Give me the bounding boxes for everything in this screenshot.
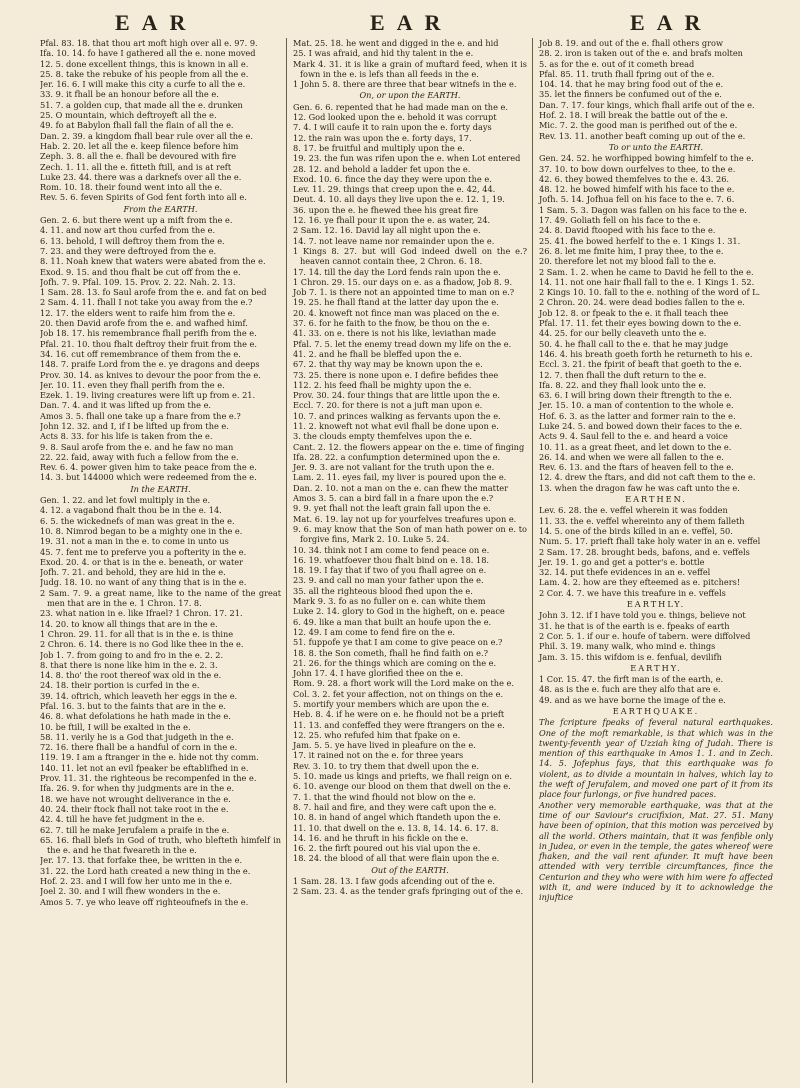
section-heading: To or unto the EARTH. — [608, 141, 704, 152]
concordance-entry: Col. 3. 2. fet your affection, not on things on the e. — [293, 688, 504, 699]
concordance-entry: 19. 23. the fun was rifen upon the e. when Lot entered — [293, 153, 521, 164]
concordance-entry: 14. 16. and he thruft in his fickle on the e. — [293, 832, 469, 843]
concordance-entry: 73. 25. there is none upon e. I defire befides thee — [293, 369, 499, 380]
concordance-entry: 2 Sam. 23. 4. as the tender grafs fpringing out of the e. — [293, 886, 524, 897]
concordance-entry: 6. 5. the wickednefs of man was great in the e. — [40, 515, 235, 526]
concordance-entry: 4. 11. and now art thou curfed from the e. — [40, 225, 216, 236]
concordance-entry: 9. 9. yet fhall not the leaft grain fall upon the e. — [293, 503, 491, 514]
concordance-entry: Lev. 6. 28. the e. veffel wherein it was fodden — [539, 505, 728, 516]
concordance-entry: 63. 6. I will bring down their ftrength to the e. — [539, 390, 732, 401]
concordance-entry: 51. fuppofe ye that I am come to give peace on e.? — [293, 637, 503, 648]
concordance-entry: 28. 12. and behold a ladder fet upon the e. — [293, 163, 471, 174]
concordance-entry: Dan. 2. 39. a kingdom fhall bear rule over all the e. — [40, 130, 253, 141]
concordance-entry: 50. 4. he fhall call to the e. that he may judge — [539, 338, 729, 349]
concordance-entry: Ifa. 26. 9. for when thy judgments are in the e. — [40, 783, 235, 794]
concordance-entry: 24. 18. their portion is curfed in the e. — [40, 680, 200, 691]
concordance-entry: 17. 49. Goliath fell on his face to the e. — [539, 215, 701, 226]
concordance-entry: 10. 34. think not I am come to fend peace on e. — [293, 544, 490, 555]
concordance-entry: Rev. 13. 11. another beaft coming up out of the e. — [539, 130, 746, 141]
concordance-entry: 2 Kings 10. 10. fall to the e. nothing of the word of L. — [539, 287, 761, 298]
concordance-entry: 12. 17. the elders went to raife him from the e. — [40, 307, 236, 318]
section-heading: Out of the EARTH. — [371, 864, 449, 875]
concordance-entry: Mat. 6. 19. lay not up for yourfelves treafures upon e. — [293, 513, 517, 524]
concordance-entry: Jam. 5. 5. ye have lived in pleafure on the e. — [293, 740, 476, 751]
concordance-entry: 48. 12. he bowed himfelf with his face to the e. — [539, 184, 735, 195]
concordance-entry: John 12. 32. and I, if I be lifted up from the e. — [40, 420, 229, 431]
concordance-entry: Dan. 2. 10. not a man on the e. can fhew the matter — [293, 482, 509, 493]
concordance-entry: 25. O mountain, which deftroyeft all the e. — [40, 110, 217, 121]
concordance-entry: Amos 3. 5. fhall one take up a fnare from the e.? — [40, 410, 241, 421]
concordance-entry: 1 Sam. 28. 13. I faw gods afcending out of the e. — [293, 876, 495, 887]
concordance-entry: 18. 19. I fay that if two of you fhall agree on e. — [293, 565, 487, 576]
concordance-entry: Heb. 8. 4. if he were on e. he fhould not be a prieft — [293, 709, 505, 720]
concordance-entry: 20. 4. knoweft not fince man was placed on the e. — [293, 307, 500, 318]
concordance-entry: Dan. 7. 17. four kings, which fhall arife out of the e. — [539, 99, 755, 110]
concordance-entry: 31. 22. the Lord hath created a new thing in the e. — [40, 865, 251, 876]
concordance-entry: Eccl. 7. 20. for there is not a juft man upon e. — [293, 400, 483, 411]
concordance-entry: Job 1. 7. from going to and fro in the e. 2. 2. — [40, 649, 224, 660]
concordance-entry: 140. 11. let not an evil fpeaker be eftablifhed in e. — [40, 762, 249, 773]
concordance-entry: 35. all the righteous blood fhed upon the e. — [293, 585, 473, 596]
concordance-entry: 5. mortify your members which are upon the e. — [293, 699, 490, 709]
concordance-entry: 11. 13. and confeffed they were ftrangers on the e. — [293, 719, 505, 730]
section-heading: EARTHQUAKE. — [612, 706, 700, 716]
concordance-entry: Luke 2. 14. glory to God in the higheft, on e. peace — [293, 606, 505, 617]
concordance-entry: 13. when the dragon faw he was caft unto the e. — [539, 482, 740, 493]
concordance-entry: 32. 14. put thefe evidences in an e. veffel — [539, 567, 711, 578]
concordance-entry: Acts 9. 4. Saul fell to the e. and heard a voice — [539, 431, 728, 442]
concordance-entry: 65. 16. fhall blefs in God of truth, who blefteth himfelf in the e. and he that fweareth in the e. — [40, 834, 281, 856]
concordance-entry: 4. 12. a vagabond fhalt thou be in the e. 14. — [40, 505, 222, 516]
column-left — [40, 38, 286, 1083]
concordance-entry: Jer. 19. 1. go and get a potter's e. bottle — [539, 556, 705, 567]
concordance-entry: 16. 19. whatfoever thou fhalt bind on e. 18. 18. — [293, 554, 490, 565]
section-heading: EARTHY. — [630, 662, 682, 673]
concordance-entry: 6. 13. behold, I will deftroy them from the e. — [40, 235, 225, 246]
section-heading: EARTHLY. — [626, 599, 686, 610]
concordance-entry: 31. he that is of the earth is e. fpeaks of earth — [539, 620, 730, 631]
concordance-entry: 9. 6. may know that the Son of man hath power on e. to forgive fins, Mark 2. 10. Luke 5. 24. — [293, 523, 527, 545]
concordance-entry: Lam. 4. 2. how are they efteemed as e. pitchers! — [539, 577, 741, 588]
concordance-entry: 10. 11. as a great fheet, and let down to the e. — [539, 441, 732, 452]
concordance-entry: Zech. 1. 11. all the e. fitteth ftill, and is at reft — [40, 161, 232, 172]
concordance-entry: Luke 24. 5. and bowed down their faces to the e. — [539, 420, 743, 431]
concordance-entry: 19. 25. he fhall ftand at the latter day upon the e. — [293, 297, 499, 308]
concordance-entry: 19. 31. not a man in the e. to come in unto us — [40, 536, 229, 547]
concordance-entry: 42. 4. till he have fet judgment in the e. — [40, 814, 205, 825]
concordance-entry: 7. 23. and they were deftroyed from the e. — [40, 245, 217, 256]
concordance-entry: Ifa. 28. 22. a confumption determined upon the e. — [293, 451, 501, 462]
concordance-entry: 45. 7. fent me to preferve you a pofterity in the e. — [40, 546, 247, 557]
concordance-entry: Rev. 3. 10. to try them that dwell upon the e. — [293, 760, 479, 771]
concordance-entry: 14. 11. not one hair fhall fall to the e. 1 Kings 1. 52. — [539, 276, 755, 287]
concordance-entry: Pfal. 7. 5. let the enemy tread down my life on the e. — [293, 338, 512, 349]
concordance-entry: Gen. 1. 22. and let fowl multiply in the e. — [40, 495, 211, 506]
concordance-entry: 18. 8. the Son cometh, fhall he find faith on e.? — [293, 647, 489, 658]
concordance-entry: 35. let the finners be confumed out of the e. — [539, 89, 722, 100]
concordance-entry: 112. 2. his feed fhall be mighty upon the e. — [293, 379, 472, 390]
section-heading: From the EARTH. — [123, 203, 198, 214]
header-right-word: EAR — [630, 10, 713, 35]
concordance-entry: Mark 4. 31. it is like a grain of muftard feed, when it is fown in the e. is lefs than all feeds in the e. — [293, 58, 527, 79]
concordance-entry: 41. 33. on e. there is not his like, leviathan made — [293, 328, 496, 339]
concordance-entry: Deut. 4. 10. all days they live upon the e. 12. 1, 19. — [293, 194, 505, 205]
concordance-entry: Lev. 11. 29. things that creep upon the e. 42, 44. — [293, 184, 496, 195]
concordance-entry: 72. 16. there fhall be a handful of corn in the e. — [40, 742, 238, 753]
concordance-entry: Jofh. 7. 21. and behold, they are hid in the e. — [40, 567, 226, 578]
concordance-entry: Rev. 5. 6. feven Spirits of God fent forth into all e. — [40, 192, 247, 203]
concordance-entry: 33. 9. it fhall be an honour before all the e. — [40, 89, 219, 100]
concordance-entry: 6. 49. like a man that built an houfe upon the e. — [293, 616, 492, 627]
concordance-entry: Lam. 2. 11. eyes fail, my liver is poured upon the e. — [293, 472, 507, 483]
concordance-entry: 104. 14. that he may bring food out of the e. — [539, 79, 724, 90]
text-columns — [40, 38, 778, 1083]
concordance-entry: John 3. 12. if I have told you e. things, believe not — [539, 610, 746, 621]
concordance-entry: 10. 8. in hand of angel which ftandeth upon the e. — [293, 812, 501, 823]
concordance-entry: 23. 9. and call no man your father upon the e. — [293, 575, 484, 586]
concordance-entry: Ifa. 10. 14. fo have I gathered all the e. none moved — [40, 48, 256, 59]
concordance-entry: John 17. 4. I have glorified thee on the e. — [293, 668, 464, 679]
concordance-entry: 44. 25. for our belly cleaveth unto the e. — [539, 328, 707, 339]
concordance-entry: 26. 8. let me fmite him, I pray thee, to the e. — [539, 245, 724, 256]
concordance-entry: 2 Sam. 4. 11. fhall I not take you away from the e.? — [40, 297, 253, 308]
concordance-entry: Zeph. 3. 8. all the e. fhall be devoured with fire — [40, 151, 237, 162]
concordance-entry: 5. as for the e. out of it cometh bread — [539, 58, 695, 69]
concordance-entry: Job 12. 8. or fpeak to the e. it fhall teach thee — [539, 307, 729, 318]
running-header — [40, 8, 778, 38]
concordance-entry: Hab. 2. 20. let all the e. keep filence before him — [40, 140, 239, 151]
concordance-entry: Mat. 25. 18. he went and digged in the e. and hid — [293, 38, 499, 48]
concordance-entry: 14. 7. not leave name nor remainder upon the e. — [293, 235, 495, 246]
concordance-entry: Jofh. 7. 9. Pfal. 109. 15. Prov. 2. 22. Nah. 2. 13. — [40, 276, 236, 287]
concordance-entry: 21. 26. for the things which are coming on the e. — [293, 657, 497, 668]
concordance-entry: 18. we have not wrought deliverance in the e. — [40, 793, 231, 804]
concordance-entry: 7. 1. that the wind fhould not blow on the e. — [293, 791, 476, 802]
concordance-entry: 16. 2. the firft poured out his vial upon the e. — [293, 843, 481, 854]
concordance-entry: 12. the rain was upon the e. forty days, 17. — [293, 132, 472, 143]
concordance-entry: 41. 2. and he fhall be bleffed upon the e. — [293, 348, 462, 359]
concordance-entry: 49. fo at Babylon fhall fall the flain of all the e. — [40, 120, 234, 131]
concordance-entry: Rom. 9. 28. a fhort work will the Lord make on the e. — [293, 678, 514, 689]
concordance-entry: 146. 4. his breath goeth forth he returneth to his e. — [539, 348, 753, 359]
concordance-entry: Judg. 18. 10. no want of any thing that is in the e. — [40, 577, 247, 588]
concordance-entry: 46. 8. what defolations he hath made in the e. — [40, 711, 231, 722]
concordance-entry: Rev. 6. 13. and the ftars of heaven fell to the e. — [539, 462, 734, 473]
concordance-entry: 37. 6. for he faith to the fnow, be thou on the e. — [293, 318, 490, 329]
concordance-entry: 67. 2. that thy way may be known upon the e. — [293, 359, 483, 370]
concordance-entry: 8. that there is none like him in the e. 2. 3. — [40, 659, 218, 670]
concordance-entry: 25. I was afraid, and hid thy talent in the e. — [293, 48, 474, 59]
concordance-entry: 8. 7. hail and fire, and they were caft upon the e. — [293, 801, 497, 812]
concordance-entry: 1 Kings 8. 27. but will God indeed dwell on the e.? heaven cannot contain thee, 2 Chron. 6. 18. — [293, 245, 527, 267]
concordance-entry: 62. 7. till he make Jerufalem a praife in the e. — [40, 824, 230, 835]
concordance-entry: Jam. 3. 15. this wifdom is e. fenfual, devilifh — [539, 651, 722, 662]
concordance-entry: 11. 2. knoweft not what evil fhall be done upon e. — [293, 420, 499, 431]
concordance-entry: 20. then David arofe from the e. and wafhed himf. — [40, 318, 248, 329]
concordance-entry: Exod. 10. 6. fince the day they were upon the e. — [293, 173, 492, 184]
concordance-entry: Hof. 2. 23. and I will fow her unto me in the e. — [40, 876, 233, 887]
concordance-entry: 39. 14. oftrich, which leaveth her eggs in the e. — [40, 690, 238, 701]
concordance-entry: Cant. 2. 12. the flowers appear on the e. time of finging — [293, 441, 525, 452]
concordance-entry: 23. what nation in e. like Ifrael? 1 Chron. 17. 21. — [40, 608, 243, 619]
concordance-entry: Eccl. 3. 21. the fpirit of beaft that goeth to the e. — [539, 359, 742, 370]
concordance-entry: 2 Sam. 12. 16. David lay all night upon the e. — [293, 225, 481, 236]
concordance-entry: 12. 4. drew the ftars, and did not caft them to the e. — [539, 472, 756, 483]
concordance-entry: Amos 3. 5. can a bird fall in a fnare upon the e.? — [293, 493, 494, 504]
concordance-entry: 3. the clouds empty themfelves upon the e. — [293, 431, 472, 442]
concordance-entry: 37. 10. to bow down ourfelves to thee, to the e. — [539, 163, 736, 174]
concordance-entry: 17. 14. till the day the Lord fends rain upon the e. — [293, 266, 501, 277]
concordance-entry: 2 Cor. 4. 7. we have this treafure in e. veffels — [539, 587, 726, 598]
section-heading: EARTHEN. — [625, 494, 687, 505]
concordance-entry: 51. 7. a golden cup, that made all the e. drunken — [40, 99, 243, 110]
concordance-entry: 14. 5. one of the birds killed in an e. veffel, 50. — [539, 525, 733, 536]
concordance-entry: Pfal. 85. 11. truth fhall fpring out of the e. — [539, 68, 715, 79]
concordance-entry: 1 Cor. 15. 47. the firft man is of the earth, e. — [539, 674, 724, 685]
concordance-entry: 34. 16. cut off remembrance of them from the e. — [40, 348, 241, 359]
concordance-entry: 18. 24. the blood of all that were flain upon the e. — [293, 853, 500, 864]
concordance-entry: Ezek. 1. 19. living creatures were lift up from e. 21. — [40, 390, 256, 401]
concordance-entry: 2 Sam. 17. 28. brought beds, bafons, and e. veffels — [539, 546, 750, 557]
concordance-entry: Job 7. 1. is there not an appointed time to man on e.? — [293, 287, 515, 298]
concordance-entry: 8. 11. Noah knew that waters were abated from the e. — [40, 256, 266, 267]
concordance-entry: 11. 33. the e. veffel whereinto any of them falleth — [539, 515, 745, 526]
concordance-entry: 36. upon the e. he fhewed thee his great fire — [293, 204, 479, 215]
concordance-entry: Acts 8. 33. for his life is taken from the e. — [40, 431, 213, 442]
concordance-entry: 14. 8. tho' the root thereof wax old in the e. — [40, 670, 222, 681]
concordance-entry: 10. 8. Nimrod began to be a mighty one in the e. — [40, 525, 243, 536]
concordance-entry: 1 John 5. 8. there are three that bear witnefs in the e. — [293, 79, 517, 90]
concordance-entry: 12. 16. ye fhall pour it upon the e. as water, 24. — [293, 215, 491, 226]
concordance-entry: 5. 10. made us kings and priefts, we fhall reign on e. — [293, 771, 512, 782]
concordance-entry: 11. 10. that dwell on the e. 13. 8, 14. 14. 6. 17. 8. — [293, 822, 499, 833]
concordance-entry: Amos 5. 7. ye who leave off righteoufnefs in the e. — [40, 896, 249, 907]
concordance-entry: Exod. 20. 4. or that is in the e. beneath, or water — [40, 556, 244, 567]
concordance-entry: 1 Chron. 29. 11. for all that is in the e. is thine — [40, 628, 234, 639]
concordance-entry: 2 Chron. 20. 24. were dead bodies fallen to the e. — [539, 297, 745, 308]
concordance-entry: 49. and as we have borne the image of the e. — [539, 694, 726, 705]
concordance-entry: Phil. 3. 19. many walk, who mind e. things — [539, 641, 716, 652]
concordance-entry: 12. God looked upon the e. behold it was corrupt — [293, 112, 497, 123]
concordance-entry: 28. 2. iron is taken out of the e. and brafs molten — [539, 48, 743, 59]
concordance-entry: Pfal. 83. 18. that thou art moft high over all e. 97. 9. — [40, 38, 258, 48]
concordance-entry: 1 Sam. 28. 13. fo Saul arofe from the e. and fat on bed — [40, 287, 267, 298]
concordance-entry: Joel 2. 30. and I will fhew wonders in the e. — [40, 886, 221, 897]
concordance-entry: 58. 11. verily he is a God that judgeth in the e. — [40, 731, 234, 742]
concordance-entry: Pfal. 17. 11. fet their eyes bowing down to the e. — [539, 318, 742, 329]
concordance-entry: Jofh. 5. 14. Jofhua fell on his face to the e. 7. 6. — [539, 194, 735, 205]
concordance-entry: Prov. 30. 24. four things that are little upon the e. — [293, 390, 500, 401]
concordance-entry: 25. 41. fhe bowed herfelf to the e. 1 Kings 1. 31. — [539, 235, 741, 246]
concordance-entry: 2 Sam. 1. 2. when he came to David he fell to the e. — [539, 266, 754, 277]
concordance-entry: Luke 23. 44. there was a darknefs over all the e. — [40, 171, 242, 182]
concordance-entry: Jer. 15. 10. a man of contention to the whole e. — [539, 400, 734, 411]
concordance-entry: 1 Sam. 5. 3. Dagon was fallen on his face to the e. — [539, 204, 747, 215]
concordance-entry: The fcripture fpeaks of feveral natural earthquakes. One of the moft remarkable, is that which was in the twenty-feventh year of Uzziah king of Judah. There is mention of this earthquake in Amos 1. 1. and in Zech. 14. 5. Jofephus fays, that this earthquake was fo violent, as to divide a mountain in halves, which lay to the weft of Jerufalem, and moved one part of it from its place four furlongs, or five hundred paces. — [539, 717, 773, 800]
concordance-entry: 1 Chron. 29. 15. our days on e. as a fhadow, Job 8. 9. — [293, 276, 513, 287]
concordance-entry: 119. 19. I am a ftranger in the e. hide not thy comm. — [40, 752, 259, 763]
concordance-entry: 12. 49. I am come to fend fire on the e. — [293, 626, 455, 637]
concordance-entry: 7. 4. I will caufe it to rain upon the e. forty days — [293, 122, 492, 133]
concordance-entry: Rom. 10. 18. their found went into all the e. — [40, 182, 223, 193]
concordance-entry: Prov. 30. 14. as knives to devour the poor from the e. — [40, 369, 261, 380]
concordance-entry: 24. 8. David ftooped with his face to the e. — [539, 225, 716, 236]
concordance-entry: Pfal. 21. 10. thou fhalt deftroy their fruit from the e. — [40, 338, 258, 349]
concordance-entry: 2 Chron. 6. 14. there is no God like thee in the e. — [40, 639, 244, 650]
concordance-entry: 148. 7. praife Lord from the e. ye dragons and deeps — [40, 359, 260, 370]
concordance-entry: Job 18. 17. his remembrance fhall perifh from the e. — [40, 328, 257, 339]
concordance-entry: Gen. 24. 52. he worfhipped bowing himfelf to the e. — [539, 153, 754, 164]
concordance-entry: Gen. 2. 6. but there went up a mift from the e. — [40, 215, 233, 226]
concordance-entry: 40. 24. their ftock fhall not take root in the e. — [40, 803, 229, 814]
concordance-entry: Hof. 6. 3. as the latter and former rain to the e. — [539, 410, 736, 421]
concordance-entry: Prov. 11. 31. the righteous be recompenfed in the e. — [40, 773, 257, 784]
section-heading: On, or upon the EARTH. — [359, 90, 461, 101]
concordance-entry: Rev. 6. 4. power given him to take peace from the e. — [40, 462, 257, 473]
concordance-entry: Jer. 16. 6. I will make this city a curfe to all the e. — [40, 79, 246, 90]
concordance-entry: Dan. 7. 4. and it was lifted up from the e. — [40, 400, 212, 411]
concordance-entry: Exod. 9. 15. and thou fhalt be cut off from the e. — [40, 266, 241, 277]
header-left-word: EAR — [115, 10, 198, 35]
concordance-entry: 10. 7. and princes walking as fervants upon the e. — [293, 410, 501, 421]
concordance-entry: 14. 3. but 144000 which were redeemed from the e. — [40, 472, 257, 483]
concordance-entry: 12. 25. who refufed him that fpake on e. — [293, 729, 461, 740]
concordance-entry: Gen. 6. 6. repented that he had made man on the e. — [293, 101, 508, 112]
concordance-entry: Pfal. 16. 3. but to the faints that are in the e. — [40, 701, 226, 711]
concordance-entry: 48. as is the e. fuch are they alfo that are e. — [539, 684, 721, 695]
concordance-entry: Mark 9. 3. fo as no fuller on e. can white them — [293, 596, 486, 607]
concordance-entry: Job 8. 19. and out of the e. fhall others grow — [539, 38, 723, 48]
concordance-entry: 26. 14. and when we were all fallen to the e. — [539, 451, 724, 462]
concordance-entry: Mic. 7. 2. the good man is perifhed out of the e. — [539, 120, 738, 131]
section-heading: In the EARTH. — [130, 483, 191, 494]
concordance-entry: Jer. 17. 13. that forfake thee, be written in the e. — [40, 855, 243, 866]
concordance-entry: 42. 6. they bowed themfelves to the e. 43. 26. — [539, 173, 730, 184]
concordance-entry: 12. 7. then fhall the duft return to the e. — [539, 369, 707, 380]
concordance-entry: 10. be ftill, I will be exalted in the e. — [40, 721, 191, 732]
concordance-entry: 2 Cor. 5. 1. if our e. houfe of tabern. were diffolved — [539, 630, 751, 641]
concordance-entry: 9. 8. Saul arofe from the e. and he faw no man — [40, 441, 234, 452]
concordance-entry: 2 Sam. 7. 9. a great name, like to the name of the great men that are in the e. 1 Chron. 17. 8. — [40, 587, 281, 609]
header-center-word: EAR — [370, 10, 453, 35]
concordance-entry: Jer. 9. 3. are not valiant for the truth upon the e. — [293, 462, 495, 473]
concordance-entry: 8. 17. be fruitful and multiply upon the e. — [293, 142, 465, 153]
concordance-entry: Ifa. 8. 22. and they fhall look unto the e. — [539, 379, 706, 390]
concordance-entry: 12. 5. done excellent things, this is known in all e. — [40, 58, 249, 69]
concordance-entry: Num. 5. 17. prieft fhall take holy water in an e. veffel — [539, 536, 761, 547]
concordance-entry: 14. 20. to know all things that are in the e. — [40, 618, 218, 629]
concordance-entry: Jer. 10. 11. even they fhall perifh from the e. — [40, 379, 225, 390]
concordance-entry: 17. it rained not on the e. for three years — [293, 750, 464, 761]
column-right — [532, 38, 778, 1083]
concordance-entry: 25. 8. take the rebuke of his people from all the e. — [40, 68, 249, 79]
column-middle — [286, 38, 532, 1083]
concordance-entry: Hof. 2. 18. I will break the battle out of the e. — [539, 110, 728, 121]
concordance-entry: 22. 22. faid, away with fuch a fellow from the e. — [40, 451, 239, 462]
concordance-entry: 20. therefore let not my blood fall to the e. — [539, 256, 717, 267]
concordance-entry: Another very memorable earthquake, was that at the time of our Saviour's crucifixion, Mat. 27. 51. Many have been of opinion, that this motion was perceived by all the world. Others maintain, that it was fenfible only in Judea, or even in the temple, the gates whereof were fhaken, and the vail rent afunder. It muft have been attended with very terrible circumftances, fince the Centurion and they who were with him were fo affected with it, and were induced by it to acknowledge the injuftice — [539, 799, 773, 903]
concordance-entry: 6. 10. avenge our blood on them that dwell on the e. — [293, 781, 511, 792]
